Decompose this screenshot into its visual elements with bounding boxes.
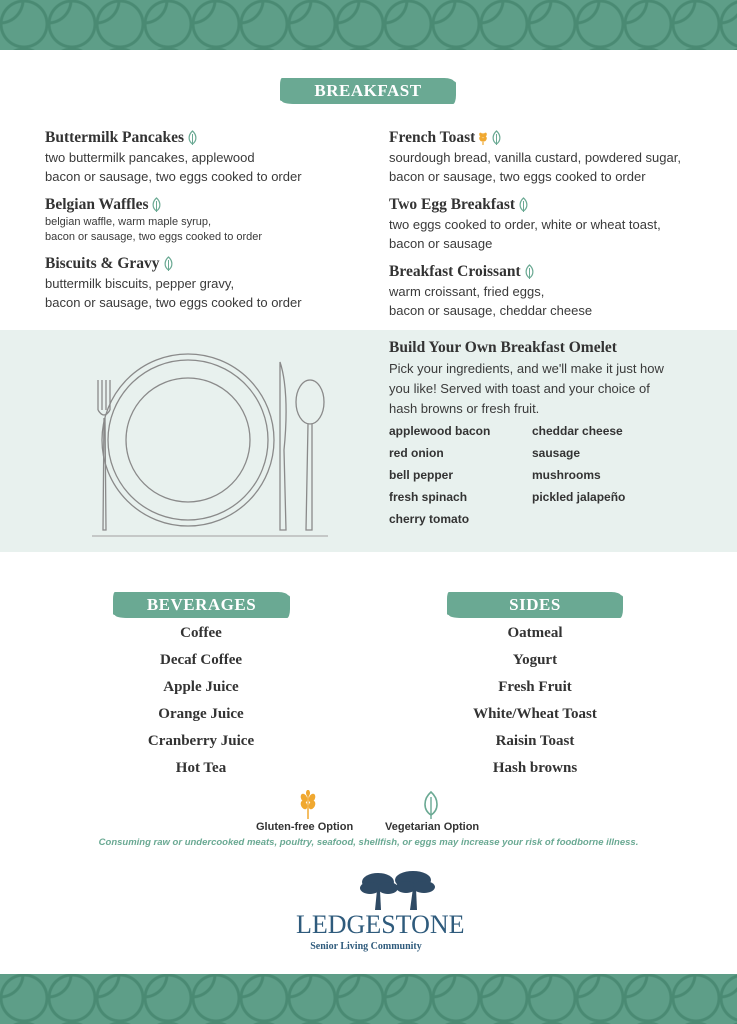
ingredient: pickled jalapeño xyxy=(532,490,626,504)
logo-tagline: Senior Living Community xyxy=(310,941,422,952)
sides-heading: SIDES xyxy=(449,592,621,618)
menu-item-two-egg-breakfast xyxy=(389,195,661,253)
menu-item-biscuits-gravy xyxy=(45,254,302,312)
ingredient: cheddar cheese xyxy=(532,424,623,438)
list-item: Orange Juice xyxy=(158,706,244,722)
item-title: Biscuits & Gravy xyxy=(45,255,160,272)
omelet-description: Pick your ingredients, and we'll make it just how you like! Served with toast and your choice of hash browns or fresh fruit. xyxy=(389,361,664,416)
item-description: warm croissant, fried eggs, bacon or sausage, cheddar cheese xyxy=(389,284,593,318)
food-safety-disclaimer: Consuming raw or undercooked meats, poultry, seafood, shellfish, or eggs may increase your risk of foodborne illness. xyxy=(98,837,639,848)
list-item: Hash browns xyxy=(492,760,578,776)
list-item: Raisin Toast xyxy=(495,733,575,749)
ingredient: cherry tomato xyxy=(389,512,470,526)
leaf-icon xyxy=(491,130,502,146)
ingredient: red onion xyxy=(389,446,444,460)
menu-item-french-toast xyxy=(389,128,681,186)
item-description: buttermilk biscuits, pepper gravy, bacon or sausage, two eggs cooked to order xyxy=(45,276,302,310)
item-title: Belgian Waffles xyxy=(45,196,149,213)
list-item: Oatmeal xyxy=(507,625,563,641)
leaf-icon xyxy=(151,197,162,213)
ingredient: fresh spinach xyxy=(389,490,468,504)
ingredient: applewood bacon xyxy=(389,424,491,438)
list-item: Decaf Coffee xyxy=(159,652,243,668)
vegetarian-legend-label: Vegetarian Option xyxy=(385,821,480,833)
item-description: sourdough bread, vanilla custard, powdered sugar, bacon or sausage, two eggs cooked to order xyxy=(389,150,681,184)
leaf-icon xyxy=(422,790,440,820)
ingredient: bell pepper xyxy=(389,468,454,482)
ingredient: sausage xyxy=(532,446,581,460)
ingredient: mushrooms xyxy=(532,468,601,482)
item-title: Two Egg Breakfast xyxy=(389,196,516,213)
omelet-title: Build Your Own Breakfast Omelet xyxy=(389,339,617,356)
menu-item-belgian-waffles xyxy=(45,195,262,245)
leaf-icon xyxy=(163,256,174,272)
omelet-block xyxy=(389,338,664,419)
list-item: Apple Juice xyxy=(163,679,239,695)
bottom-pattern-band xyxy=(0,974,737,1024)
list-item: Yogurt xyxy=(512,652,558,668)
leaf-icon xyxy=(524,264,535,280)
item-description: two eggs cooked to order, white or wheat toast, bacon or sausage xyxy=(389,217,661,251)
item-description: belgian waffle, warm maple syrup, bacon or sausage, two eggs cooked to order xyxy=(45,216,263,243)
beverages-list xyxy=(101,620,301,782)
menu-item-breakfast-croissant xyxy=(389,262,592,320)
list-item: Coffee xyxy=(180,625,222,641)
top-pattern-band xyxy=(0,0,737,50)
sides-list xyxy=(435,620,635,782)
beverages-heading: BEVERAGES xyxy=(115,592,288,618)
breakfast-heading: BREAKFAST xyxy=(282,78,454,104)
leaf-icon xyxy=(518,197,529,213)
wheat-icon xyxy=(298,790,318,820)
menu-item-buttermilk-pancakes xyxy=(45,128,302,186)
logo-wordmark: LEDGESTONE xyxy=(296,910,465,939)
tree-logo-icon xyxy=(358,870,438,912)
item-description: two buttermilk pancakes, applewood bacon or sausage, two eggs cooked to order xyxy=(45,150,302,184)
list-item: Hot Tea xyxy=(175,760,227,776)
item-title: French Toast xyxy=(389,129,476,146)
gluten-free-legend-label: Gluten-free Option xyxy=(256,821,354,833)
list-item: Fresh Fruit xyxy=(498,679,572,695)
item-title: Buttermilk Pancakes xyxy=(45,129,185,146)
list-item: White/Wheat Toast xyxy=(473,706,597,722)
list-item: Cranberry Juice xyxy=(147,733,255,749)
leaf-icon xyxy=(187,130,198,146)
plate-setting-illustration xyxy=(88,340,338,540)
wheat-icon xyxy=(478,130,488,146)
item-title: Breakfast Croissant xyxy=(389,263,521,280)
